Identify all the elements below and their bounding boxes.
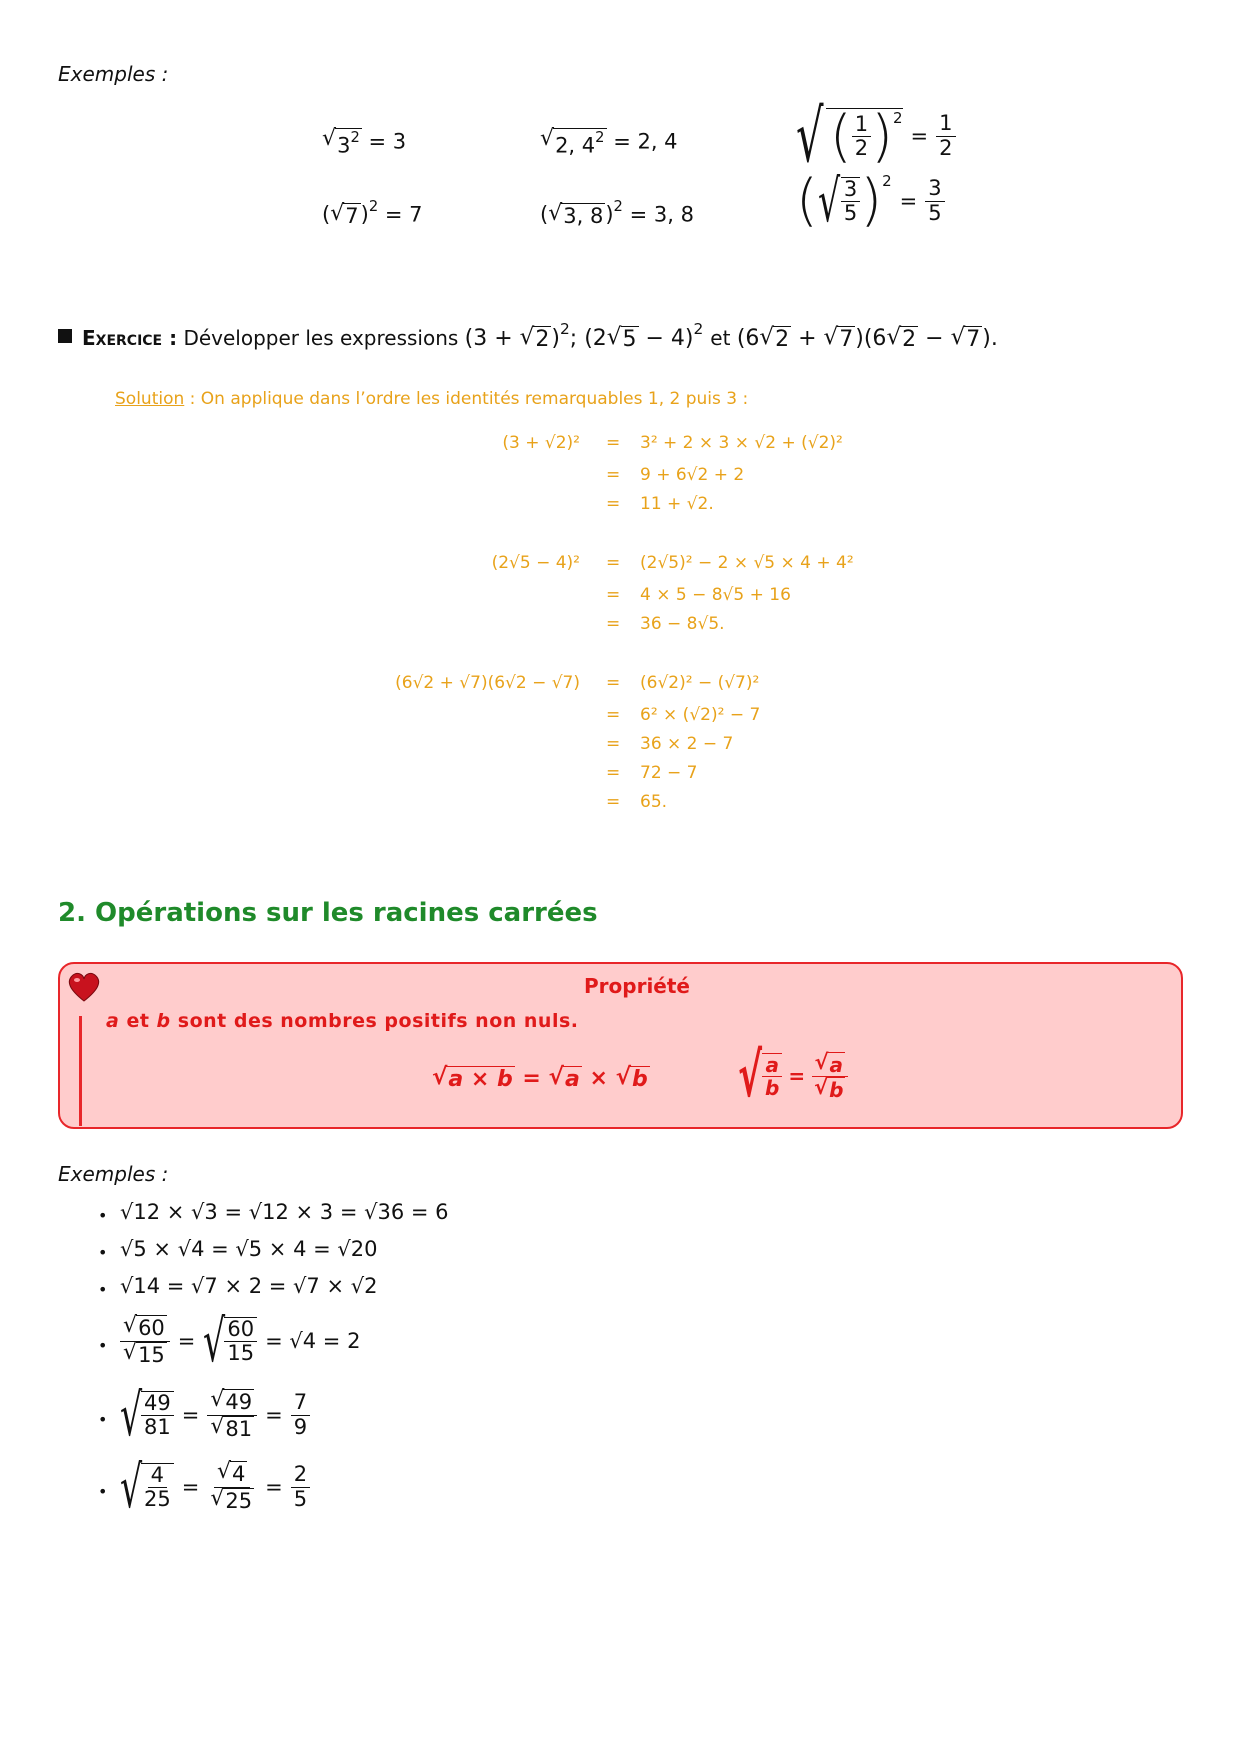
example-sqrt-three-fifths-squared: ( √ $\frac{3}{5}$ ) $^2$ = $\frac{3}{5}$ <box>796 172 945 230</box>
property-statement: a et b sont des nombres positifs non nuls. <box>106 1010 579 1032</box>
exercise-statement: Exercice : Développer les expressions (3 + √ 2 )$^2$; (2 √ 5 − 4)$^2$ et (6 √ 2 + √ 7 )(6 √ 2 − √ 7 ). <box>82 320 998 352</box>
property-side-bar <box>79 1016 82 1126</box>
example-sqrt-2-4-squared: √ 2, $4^2$ = 2, 4 <box>540 126 678 158</box>
solution-intro: Solution : On applique dans l’ordre les identités remarquables 1, 2 puis 3 : <box>115 389 749 409</box>
block3-line3: 36 × 2 − 7 <box>640 734 734 754</box>
block2-line3: 36 − 8√5. <box>640 614 725 634</box>
block1-lhs: (3 + √2)² <box>502 433 580 453</box>
block2-lhs: (2√5 − 4)² <box>491 553 580 573</box>
example-item-5: √ $\frac{49}{81}$ = √ 49 √ 81 = $\frac{7}{9}$ <box>120 1386 310 1444</box>
solution-label: Solution <box>115 389 185 409</box>
exercise-bullet-square <box>58 329 72 343</box>
block1-line2: 9 + 6√2 + 2 <box>640 465 745 485</box>
block3-line1: (6√2)² − (√7)² <box>640 673 760 693</box>
example-sqrt-3-8-squared: ( √ 3, 8 )$^2$ = 3, 8 <box>540 198 694 228</box>
example-sqrt-3-squared: √ $3^2$ = 3 <box>322 126 407 158</box>
exercise-label: Exercice : <box>82 325 178 350</box>
block2-line1: (2√5)² − 2 × √5 × 4 + 4² <box>640 553 854 573</box>
block1-line3: 11 + √2. <box>640 494 714 514</box>
example-item-2: √5 × √4 = √5 × 4 = √20 <box>120 1237 378 1261</box>
block3-line5: 65. <box>640 792 668 812</box>
example-item-3: √14 = √7 × 2 = √7 × √2 <box>120 1274 378 1298</box>
section-heading: 2. Opérations sur les racines carrées <box>58 898 598 928</box>
block1-line1: 3² + 2 × 3 × √2 + (√2)² <box>640 433 843 453</box>
example-item-1: √12 × √3 = √12 × 3 = √36 = 6 <box>120 1200 449 1224</box>
property-formula-quotient: √ $\frac{a}{b}$ = √ a √ b <box>738 1046 848 1106</box>
block3-lhs: (6√2 + √7)(6√2 − √7) <box>395 673 580 693</box>
example-sqrt-7-squared: ( √ 7 )$^2$ = 7 <box>322 198 423 228</box>
block3-line4: 72 − 7 <box>640 763 698 783</box>
example-sqrt-half-squared: √ ( $\frac{1}{2}$ ) $^2$ = $\frac{1}{2}$ <box>796 100 956 172</box>
property-title: Propriété <box>584 974 690 998</box>
example-item-4: √ 60 √ 15 = √ $\frac{60}{15}$ = √4 = 2 <box>120 1312 360 1370</box>
examples-label-2: Exemples : <box>58 1162 169 1186</box>
block2-line2: 4 × 5 − 8√5 + 16 <box>640 585 791 605</box>
example-item-6: √ $\frac{4}{25}$ = √ 4 √ 25 = $\frac{2}{5}$ <box>120 1458 310 1516</box>
block3-line2: 6² × (√2)² − 7 <box>640 705 761 725</box>
property-formula-product: √ a × b = √ a × √ b <box>432 1064 648 1092</box>
examples-label-1: Exemples : <box>58 62 169 86</box>
